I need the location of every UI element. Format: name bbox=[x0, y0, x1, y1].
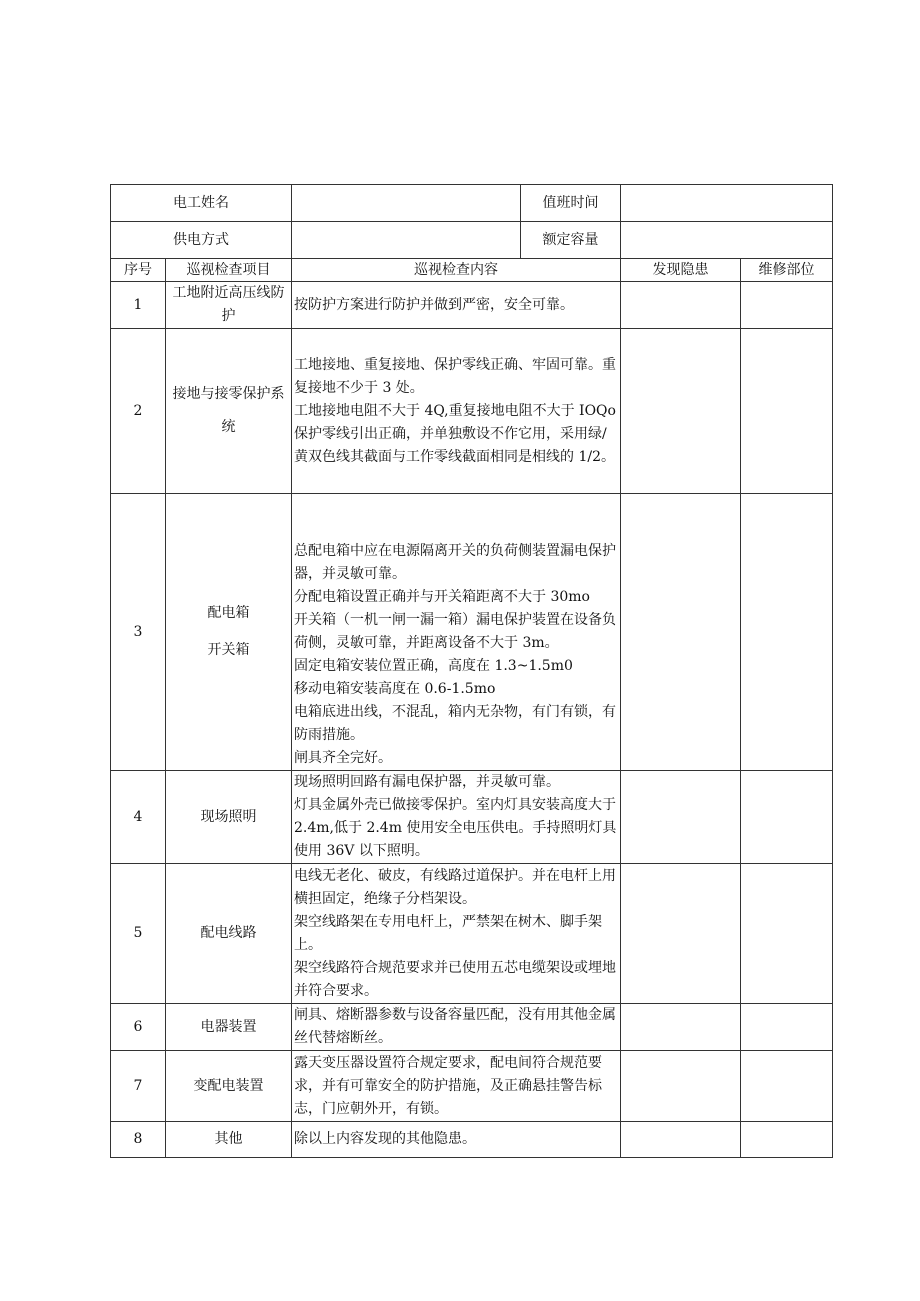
item-line: 开关箱 bbox=[207, 642, 250, 658]
content-line: 按防护方案进行防护并做到严密，安全可靠。 bbox=[294, 296, 574, 313]
content-line: 电箱底进出线，不混乱，箱内无杂物，有门有锁，有防雨措施。 bbox=[294, 704, 616, 743]
item-line: 现场照明 bbox=[200, 808, 257, 825]
row-no: 6 bbox=[111, 1004, 166, 1051]
hazard-cell[interactable] bbox=[621, 1004, 741, 1051]
row-no: 3 bbox=[111, 494, 166, 771]
row-item bbox=[166, 771, 292, 864]
field-rated-capacity[interactable] bbox=[621, 222, 833, 259]
content-line: 工地接地、重复接地、保护零线正确、牢固可靠。重复接地不少于 3 处。 bbox=[294, 356, 616, 396]
content-line: 总配电箱中应在电源隔离开关的负荷侧装置漏电保护器，并灵敏可靠。 bbox=[294, 543, 616, 582]
col-header-no: 序号 bbox=[111, 259, 166, 282]
row-no: 1 bbox=[111, 282, 166, 329]
table-row bbox=[111, 864, 833, 1004]
field-power-supply-mode[interactable] bbox=[292, 222, 521, 259]
table-row bbox=[111, 771, 833, 864]
row-content bbox=[292, 1122, 621, 1158]
row-item bbox=[166, 1051, 292, 1122]
table-row bbox=[111, 329, 833, 494]
content-line: 开关箱（一机一闸一漏一箱）漏电保护装置在设备负荷侧，灵敏可靠，并距离设备不大于 3m。 bbox=[294, 612, 616, 651]
row-no: 8 bbox=[111, 1122, 166, 1158]
row-content bbox=[292, 1051, 621, 1122]
repair-cell[interactable] bbox=[741, 329, 833, 494]
row-item bbox=[166, 1004, 292, 1051]
row-content bbox=[292, 329, 621, 494]
row-no: 7 bbox=[111, 1051, 166, 1122]
repair-cell[interactable] bbox=[741, 1051, 833, 1122]
hazard-cell[interactable] bbox=[621, 1122, 741, 1158]
label-rated-capacity: 额定容量 bbox=[521, 222, 621, 259]
hazard-cell[interactable] bbox=[621, 864, 741, 1004]
col-header-content: 巡视检查内容 bbox=[292, 259, 621, 282]
hazard-cell[interactable] bbox=[621, 1051, 741, 1122]
content-line: 露天变压器设置符合规定要求，配电间符合规范要求，并有可靠安全的防护措施，及正确悬挂警告标志，门应朝外开，有锁。 bbox=[294, 1054, 602, 1117]
row-content bbox=[292, 864, 621, 1004]
row-item bbox=[166, 329, 292, 494]
hazard-cell[interactable] bbox=[621, 329, 741, 494]
hazard-cell[interactable] bbox=[621, 282, 741, 329]
content-line: 固定电箱安装位置正确，高度在 1.3~1.5m0 bbox=[294, 658, 573, 674]
item-line: 电器装置 bbox=[200, 1018, 257, 1035]
inspection-table bbox=[110, 184, 833, 1158]
table-row bbox=[111, 1122, 833, 1158]
content-line: 除以上内容发现的其他隐患。 bbox=[294, 1131, 476, 1147]
repair-cell[interactable] bbox=[741, 1004, 833, 1051]
row-content bbox=[292, 494, 621, 771]
repair-cell[interactable] bbox=[741, 771, 833, 864]
field-electrician-name[interactable] bbox=[292, 185, 521, 222]
table-row bbox=[111, 494, 833, 771]
repair-cell[interactable] bbox=[741, 1122, 833, 1158]
table-row bbox=[111, 282, 833, 329]
content-line: 现场照明回路有漏电保护器，并灵敏可靠。 bbox=[294, 774, 560, 790]
row-no: 2 bbox=[111, 329, 166, 494]
label-power-supply-mode: 供电方式 bbox=[111, 222, 292, 259]
row-item bbox=[166, 282, 292, 329]
row-item bbox=[166, 494, 292, 771]
content-line: 架空线路符合规范要求并已使用五芯电缆架设或埋地并符合要求。 bbox=[294, 959, 616, 999]
row-no: 4 bbox=[111, 771, 166, 864]
row-content bbox=[292, 771, 621, 864]
item-line: 变配电装置 bbox=[193, 1077, 264, 1094]
table-row bbox=[111, 1004, 833, 1051]
item-line: 接地与接零保护系 bbox=[172, 386, 285, 402]
item-line: 统 bbox=[221, 419, 236, 435]
row-content bbox=[292, 282, 621, 329]
item-line: 配电箱 bbox=[207, 605, 250, 621]
repair-cell[interactable] bbox=[741, 864, 833, 1004]
content-line: 保护零线引出正确，并单独敷设不作它用，采用绿/黄双色线其截面与工作零线截面相同是相线的 1/2。 bbox=[294, 425, 615, 465]
row-item bbox=[166, 1122, 292, 1158]
content-line: 架空线路架在专用电杆上，严禁架在树木、脚手架上。 bbox=[294, 913, 602, 953]
table-row bbox=[111, 1051, 833, 1122]
item-line: 护 bbox=[221, 308, 236, 324]
item-line: 配电线路 bbox=[200, 925, 257, 941]
content-line: 闸具齐全完好。 bbox=[294, 750, 392, 766]
col-header-repair: 维修部位 bbox=[741, 259, 833, 282]
header-row-1 bbox=[111, 185, 833, 222]
item-line: 其他 bbox=[214, 1131, 243, 1147]
hazard-cell[interactable] bbox=[621, 771, 741, 864]
repair-cell[interactable] bbox=[741, 494, 833, 771]
content-line: 工地接地电阻不大于 4Q,重复接地电阻不大于 IOQo bbox=[294, 402, 616, 419]
label-duty-time: 值班时间 bbox=[521, 185, 621, 222]
row-item bbox=[166, 864, 292, 1004]
field-duty-time[interactable] bbox=[621, 185, 833, 222]
col-header-hazard: 发现隐患 bbox=[621, 259, 741, 282]
content-line: 闸具、熔断器参数与设备容量匹配，没有用其他金属丝代替熔断丝。 bbox=[294, 1007, 616, 1046]
content-line: 移动电箱安装高度在 0.6-1.5mo bbox=[294, 681, 496, 697]
content-line: 电线无老化、破皮，有线路过道保护。并在电杆上用横担固定，绝缘子分档架设。 bbox=[294, 867, 616, 907]
col-header-item: 巡视检查项目 bbox=[166, 259, 292, 282]
content-line: 分配电箱设置正确并与开关箱距离不大于 30mo bbox=[294, 589, 590, 605]
label-electrician-name: 电工姓名 bbox=[111, 185, 292, 222]
header-row-2 bbox=[111, 222, 833, 259]
repair-cell[interactable] bbox=[741, 282, 833, 329]
column-header-row bbox=[111, 259, 833, 282]
row-no: 5 bbox=[111, 864, 166, 1004]
row-content bbox=[292, 1004, 621, 1051]
content-line: 灯具金属外壳已做接零保护。室内灯具安装高度大于 2.4m,低于 2.4m 使用安全电压供电。手持照明灯具使用 36V 以下照明。 bbox=[294, 797, 617, 859]
item-line: 工地附近高压线防 bbox=[172, 285, 285, 301]
hazard-cell[interactable] bbox=[621, 494, 741, 771]
